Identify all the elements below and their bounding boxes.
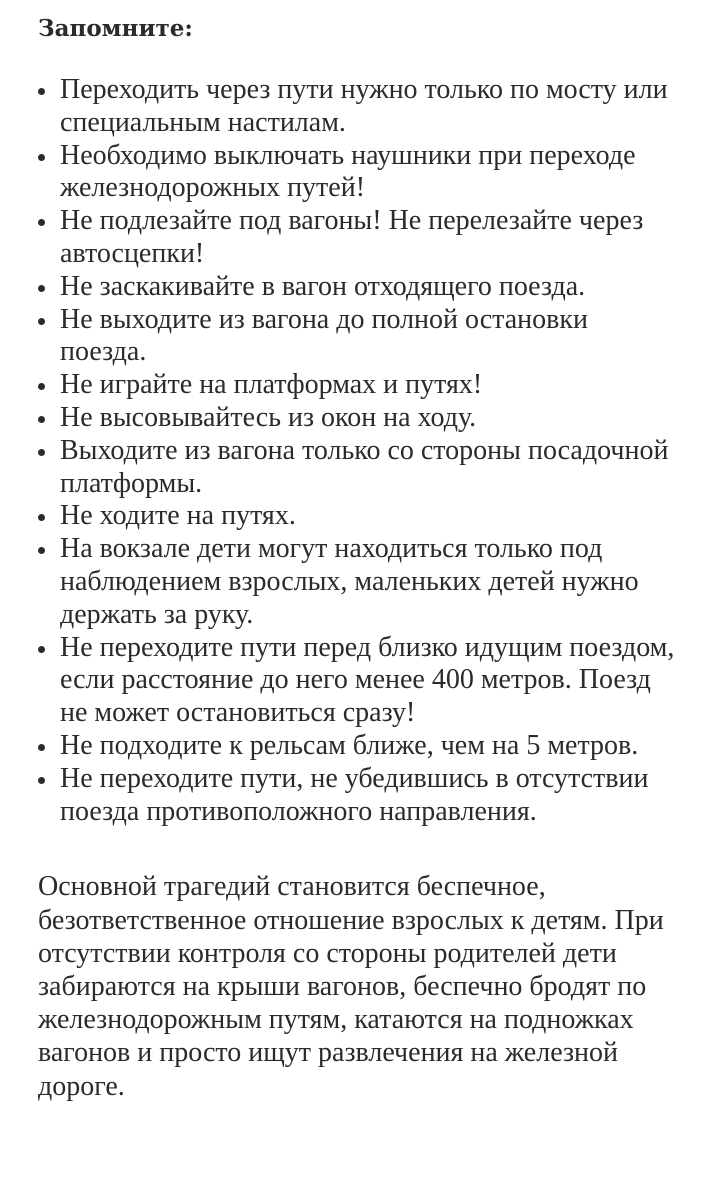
list-item-text: Не играйте на платформах и путях! — [60, 369, 483, 401]
list-item — [38, 205, 678, 271]
list-item — [38, 369, 678, 402]
list-item-text: Не переходите пути, не убедившись в отсутствии поезда противоположного направления. — [60, 762, 649, 827]
list-item — [38, 435, 678, 501]
list-item — [38, 74, 678, 140]
list-item — [38, 763, 678, 829]
bullet-icon — [38, 777, 45, 784]
list-item — [38, 402, 678, 435]
list-item-text: Необходимо выключать наушники при переходе железнодорожных путей! — [60, 139, 636, 204]
list-item-text: Не высовывайтесь из окон на ходу. — [60, 401, 477, 433]
list-item-text: Не переходите пути перед близко идущим поездом, если расстояние до него менее 400 метров. Поезд не может остановиться сразу! — [60, 631, 675, 729]
bullet-icon — [38, 646, 45, 653]
list-item — [38, 304, 678, 370]
list-item — [38, 140, 678, 206]
list-item — [38, 500, 678, 533]
bullet-icon — [38, 154, 45, 161]
bullet-icon — [38, 219, 45, 226]
bullet-icon — [38, 383, 45, 390]
body-paragraph: Основной трагедий становится беспечное, безответственное отношение взрослых к детям. При отсутствии контроля со стороны родителей дети забираются на крыши вагонов, беспечно бродят по железнодорожным путям, катаются на подножках вагонов и просто ищут развлечения на железной дороге. — [38, 871, 664, 1102]
bullet-icon — [38, 514, 45, 521]
bullet-icon — [38, 285, 45, 292]
bullet-icon — [38, 449, 45, 456]
safety-rules-list — [38, 74, 678, 828]
list-item-text: Не ходите на путях. — [60, 500, 296, 532]
bullet-icon — [38, 744, 45, 751]
bullet-icon — [38, 416, 45, 423]
bullet-icon — [38, 547, 45, 554]
list-item-text: Выходите из вагона только со стороны посадочной платформы. — [60, 434, 669, 499]
section-heading: Запомните: — [38, 15, 193, 42]
list-item-text: Не подлезайте под вагоны! Не перелезайте через автосцепки! — [60, 205, 644, 269]
list-item — [38, 271, 678, 304]
list-item-text: Не подходите к рельсам ближе, чем на 5 метров. — [60, 729, 639, 761]
list-item — [38, 533, 678, 631]
list-item — [38, 632, 678, 730]
list-item-text: Не выходите из вагона до полной остановки поезда. — [60, 303, 588, 368]
bullet-icon — [38, 318, 45, 325]
list-item-text: Переходить через пути нужно только по мосту или специальным настилам. — [60, 74, 668, 138]
list-item-text: На вокзале дети могут находиться только под наблюдением взрослых, маленьких детей нужно держать за руку. — [60, 533, 639, 630]
bullet-icon — [38, 88, 45, 95]
list-item — [38, 730, 678, 763]
list-item-text: Не заскакивайте в вагон отходящего поезда. — [60, 270, 586, 302]
